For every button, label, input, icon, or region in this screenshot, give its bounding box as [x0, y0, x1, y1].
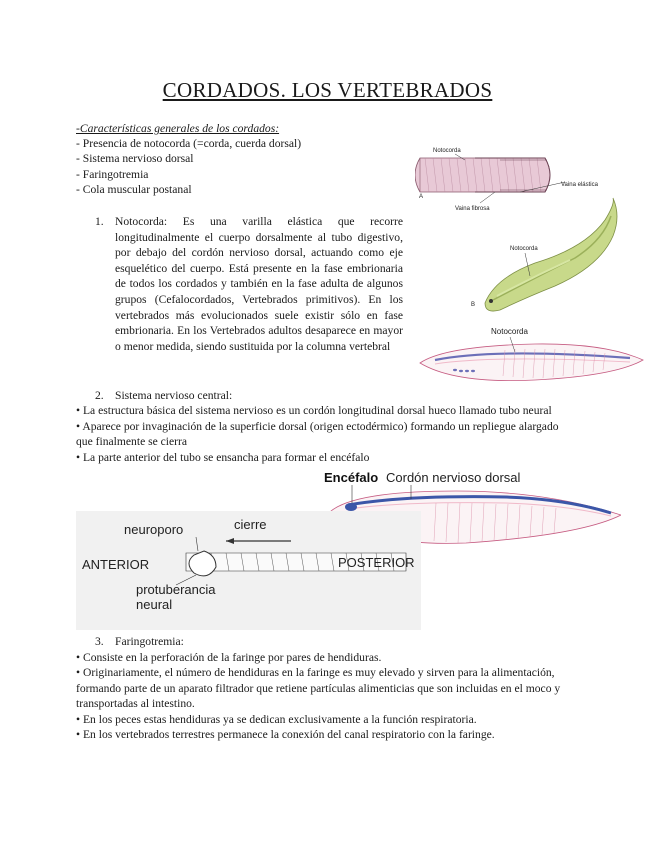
section3-bullet: • En los vertebrados terrestres permanece la conexión del canal respiratorio con la faringe.: [76, 728, 495, 741]
section-heading: Faringotremia:: [115, 635, 184, 648]
section2-bullet: • La parte anterior del tubo se ensancha para formar el encéfalo: [76, 451, 370, 464]
section-number: 1.: [95, 215, 104, 228]
label-notocorda-a: Notocorda: [433, 148, 461, 154]
tubo-neural-figure: [76, 463, 621, 630]
section2-bullet: • La estructura básica del sistema nervioso es un cordón longitudinal dorsal hueco llamado tubo neural: [76, 404, 552, 417]
characteristic-item: - Cola muscular postanal: [76, 183, 192, 196]
section3-bullet: formando parte de un aparato filtrador que retiene partículas alimenticias que son incluidas en el moco y: [76, 682, 561, 695]
label-cordon-nervioso: Cordón nervioso dorsal: [386, 470, 521, 485]
label-cierre: cierre: [234, 517, 267, 532]
section-heading: Sistema nervioso central:: [115, 389, 233, 402]
larva-illustration: [471, 198, 617, 311]
label-a: A: [419, 194, 424, 200]
label-posterior: POSTERIOR: [338, 555, 415, 570]
cefalocordado-illustration: [420, 327, 643, 381]
label-vaina-elastica: Vaina elástica: [561, 182, 598, 188]
notocorda-cylinder-illustration: [415, 148, 599, 212]
section-number: 2.: [95, 389, 104, 402]
section2-bullet: que finalmente se cierra: [76, 435, 188, 448]
label-neuroporo: neuroporo: [124, 522, 184, 537]
label-b: B: [471, 302, 476, 308]
section3-bullet: • Consiste en la perforación de la faringe por pares de hendiduras.: [76, 651, 382, 664]
section2-bullet: • Aparece por invaginación de la superficie dorsal (origen ectodérmico) formando un repliegue alargado: [76, 420, 559, 433]
notocorda-paragraph: Notocorda: Es una varilla elástica que recorre longitudinalmente el cuerpo dorsalmente al tubo digestivo, por debajo del cordón nervioso dorsal, actuando como eje esquelético del cuerpo. Está presente en la fase embrionaria de todos los cordados y también en la fase adulta de algunos grupos (Cefalocordados, Vertebrados primitivos). En los vertebrados más evolucionados suele existir sólo en fase embrionaria. En los Vertebrados adultos desaparece en mayor o menor medida, siendo sustituida por la columna vertebral: [115, 215, 403, 353]
section3-bullet: transportadas al intestino.: [76, 697, 195, 710]
characteristic-item: - Faringotremia: [76, 168, 149, 181]
section3-bullet: • Originariamente, el número de hendiduras en la faringe es muy elevado y sirven para la alimentación,: [76, 666, 555, 679]
label-protuberancia: protuberancia: [136, 582, 216, 597]
label-neural: neural: [136, 597, 173, 612]
embrion-illustration: [76, 511, 421, 630]
label-notocorda-c: Notocorda: [491, 327, 528, 336]
label-vaina-fibrosa: Vaina fibrosa: [455, 206, 490, 212]
page-title: CORDADOS. LOS VERTEBRADOS: [162, 78, 493, 102]
label-notocorda-b: Notocorda: [510, 246, 538, 252]
notocorda-figure: [415, 138, 645, 390]
section-number: 3.: [95, 635, 104, 648]
characteristic-item: - Sistema nervioso dorsal: [76, 152, 194, 165]
characteristic-item: - Presencia de notocorda (=corda, cuerda dorsal): [76, 137, 302, 150]
section3-bullet: • En los peces estas hendiduras ya se dedican exclusivamente a la función respiratoria.: [76, 713, 477, 726]
label-anterior: ANTERIOR: [82, 557, 150, 572]
characteristics-heading: -Características generales de los cordados:: [76, 122, 280, 135]
label-encefalo: Encéfalo: [324, 470, 379, 485]
